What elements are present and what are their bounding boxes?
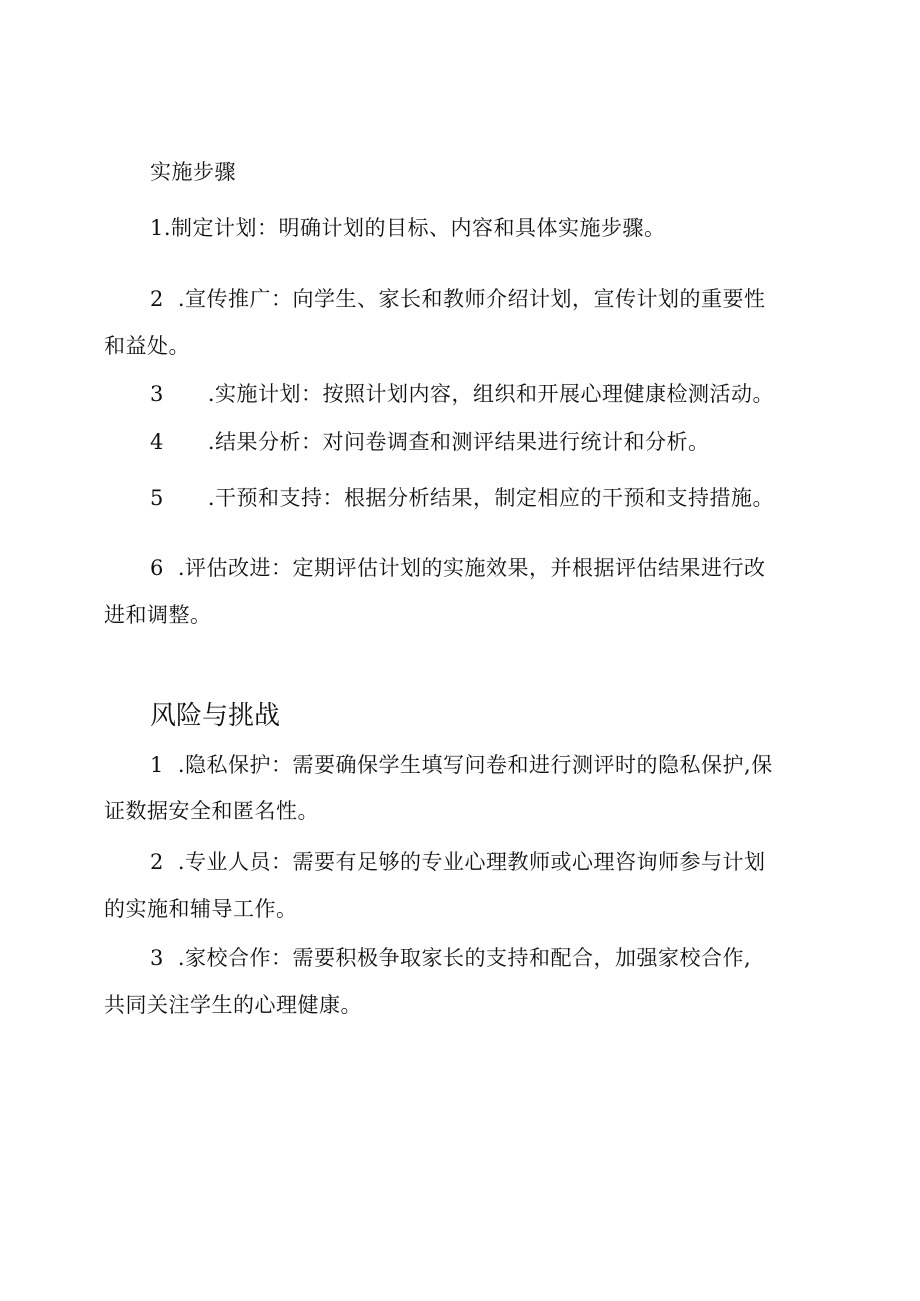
list-item: 3 .实施计划：按照计划内容，组织和开展心理健康检测活动。 — [150, 382, 775, 406]
list-item: 2 .专业人员：需要有足够的专业心理教师或心理咨询师参与计划 — [150, 850, 766, 874]
list-item: 1 .隐私保护：需要确保学生填写问卷和进行测评时的隐私保护,保 — [150, 753, 773, 777]
list-item-continuation: 共同关注学生的心理健康。 — [104, 993, 362, 1017]
list-item: 6 .评估改进：定期评估计划的实施效果，并根据评估结果进行改 — [150, 556, 766, 580]
list-item: 1.制定计划：明确计划的目标、内容和具体实施步骤。 — [150, 216, 666, 240]
list-item: 4 .结果分析：对问卷调查和测评结果进行统计和分析。 — [150, 430, 710, 454]
section-heading-risks: 风险与挑战 — [150, 701, 281, 731]
list-item: 3 .家校合作：需要积极争取家长的支持和配合，加强家校合作, — [150, 946, 752, 970]
list-item: 5 .干预和支持：根据分析结果，制定相应的干预和支持措施。 — [150, 486, 775, 510]
section-title-implementation: 实施步骤 — [150, 160, 236, 184]
list-item-continuation: 和益处。 — [104, 334, 190, 358]
list-item-continuation: 的实施和辅导工作。 — [104, 897, 298, 921]
list-item: 2 .宣传推广：向学生、家长和教师介绍计划，宣传计划的重要性 — [150, 287, 766, 311]
list-item-continuation: 进和调整。 — [104, 603, 212, 627]
list-item-continuation: 证数据安全和匿名性。 — [104, 799, 319, 823]
